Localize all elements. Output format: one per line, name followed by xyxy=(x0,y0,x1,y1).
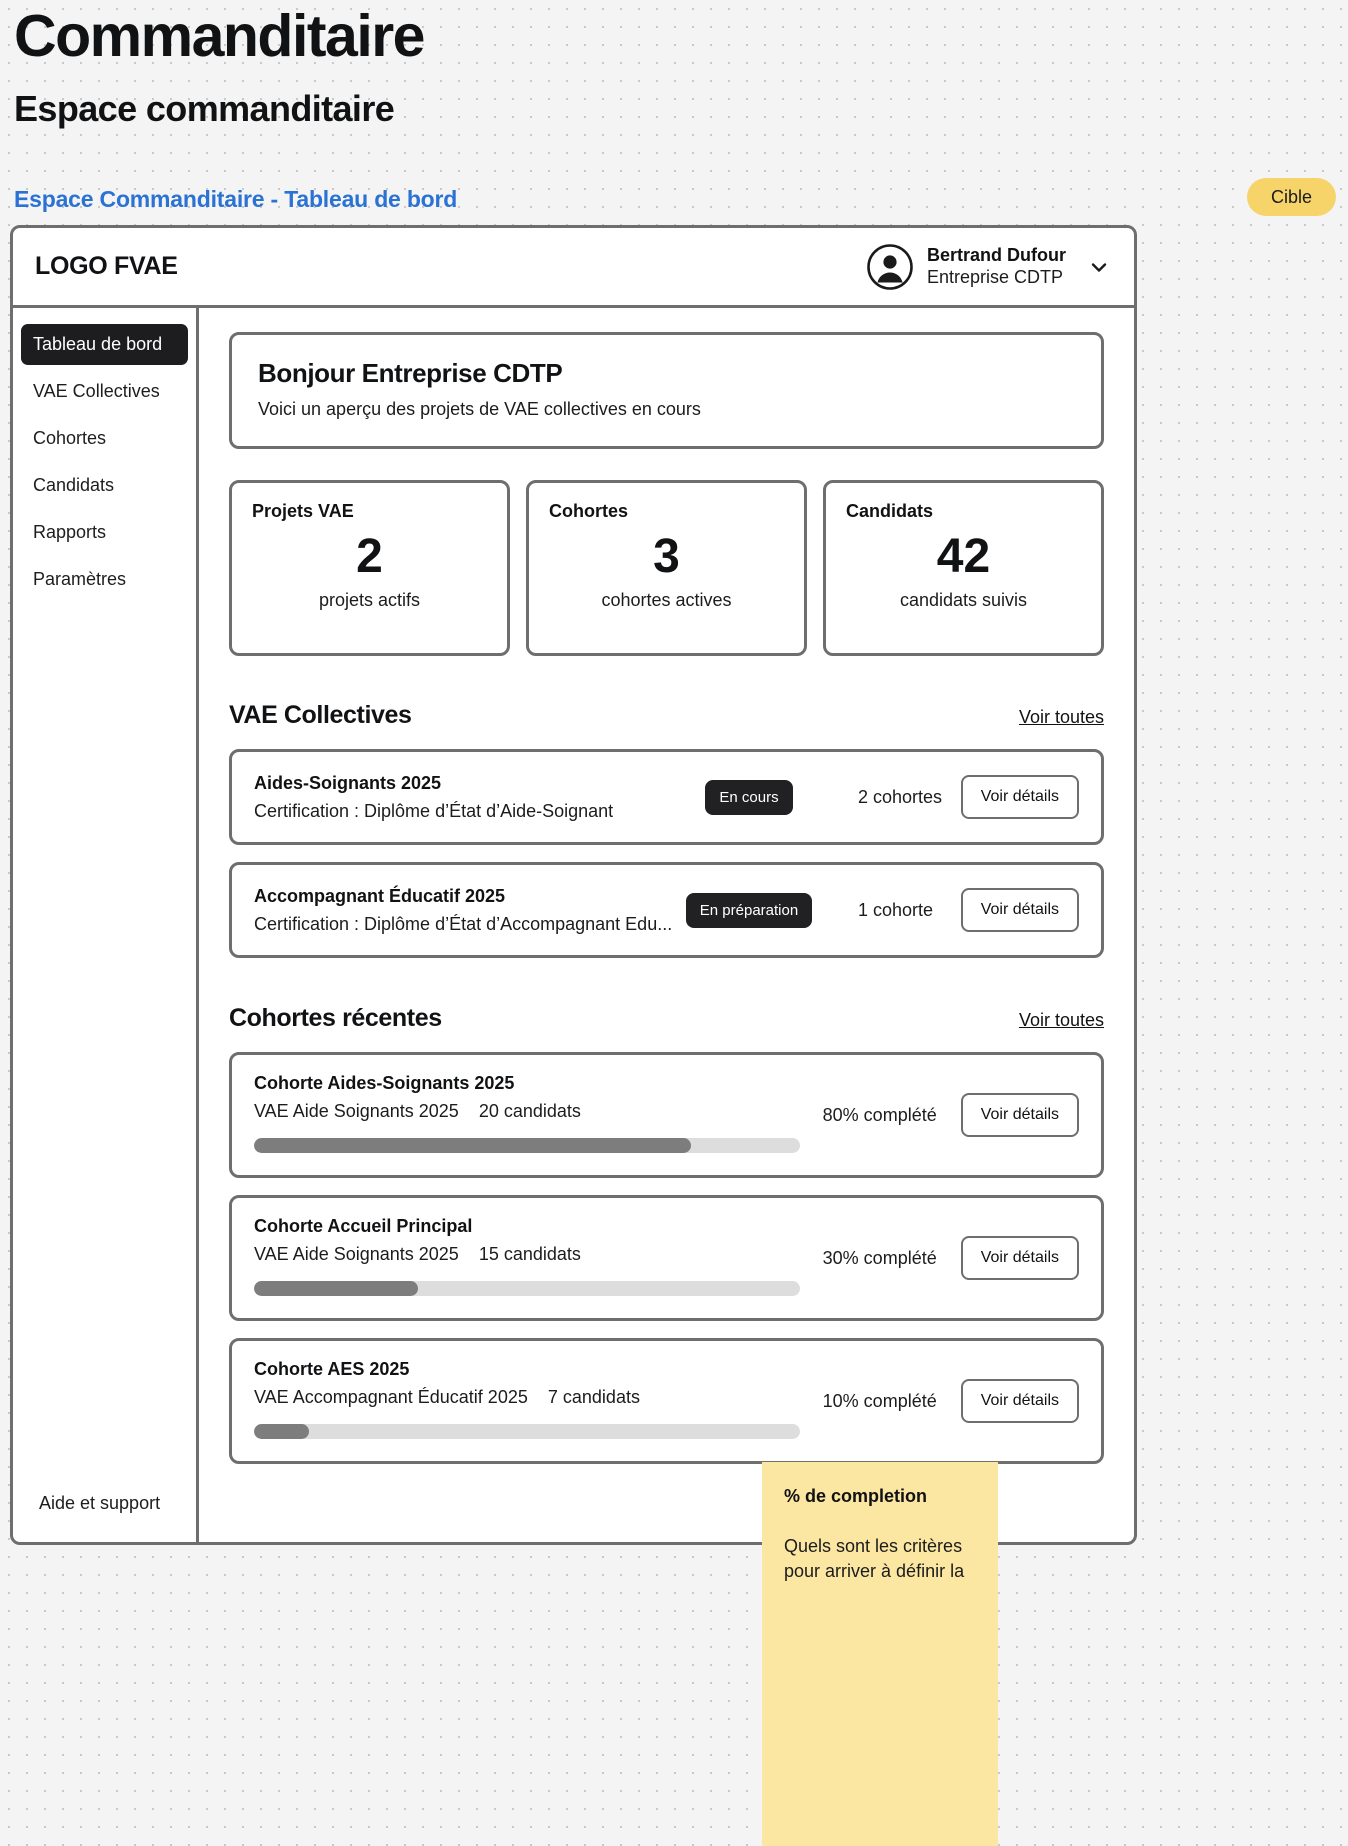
cohort-section-title: Cohortes récentes xyxy=(229,1004,442,1032)
sidebar-item-cohortes[interactable]: Cohortes xyxy=(33,428,107,448)
stat-label: Candidats xyxy=(846,501,934,521)
cohort-row-project: VAE Accompagnant Éducatif 2025 xyxy=(254,1387,528,1407)
cohort-row-percent: 80% complété xyxy=(822,1104,937,1125)
app-window xyxy=(10,225,1137,1545)
cohortes-recentes-section xyxy=(229,1004,1104,1464)
vae-section-header xyxy=(229,701,1104,730)
cohort-row-candidates: 7 candidats xyxy=(547,1387,640,1407)
welcome-card xyxy=(229,332,1104,449)
user-menu[interactable] xyxy=(867,244,1110,290)
cohort-row-actions xyxy=(823,1216,1079,1280)
vae-row-status-cell xyxy=(674,780,824,815)
status-badge: En cours xyxy=(705,780,792,815)
vae-see-all-link[interactable]: Voir toutes xyxy=(1018,707,1104,727)
cohort-row-actions xyxy=(823,1359,1079,1423)
cohort-row xyxy=(229,1195,1104,1321)
vae-collectives-section xyxy=(229,701,1104,958)
vae-row-certification: Certification : Diplôme d’État d’Aide-Soignant xyxy=(254,800,614,821)
cohort-row-title: Cohorte AES 2025 xyxy=(254,1359,410,1379)
stat-label: Cohortes xyxy=(549,501,629,521)
stats-row xyxy=(229,480,1104,656)
cohort-row-candidates: 20 candidats xyxy=(478,1101,581,1121)
vae-row-details-button[interactable]: Voir détails xyxy=(961,775,1079,819)
cohort-row-details-button[interactable]: Voir détails xyxy=(961,1093,1079,1137)
sidebar-item-candidats[interactable]: Candidats xyxy=(33,475,115,495)
vae-row xyxy=(229,749,1104,845)
welcome-title: Bonjour Entreprise CDTP xyxy=(258,358,563,388)
progress-bar xyxy=(254,1281,800,1296)
sidebar-item-tableau-de-bord[interactable]: Tableau de bord xyxy=(21,324,188,365)
app-body xyxy=(13,308,1134,1542)
cohort-row-percent: 10% complété xyxy=(822,1390,937,1411)
cohort-row xyxy=(229,1052,1104,1178)
cohort-row-candidates: 15 candidats xyxy=(478,1244,581,1264)
cohort-see-all-link[interactable]: Voir toutes xyxy=(1018,1010,1104,1030)
status-badge: En préparation xyxy=(686,893,812,928)
cohort-row-details-button[interactable]: Voir détails xyxy=(961,1379,1079,1423)
app-logo: LOGO FVAE xyxy=(35,252,178,280)
sticky-note xyxy=(762,1462,998,1846)
stat-card-cohortes xyxy=(526,480,807,656)
cohort-row-percent: 30% complété xyxy=(822,1247,937,1268)
vae-row-details-button[interactable]: Voir détails xyxy=(961,888,1079,932)
sidebar-item-parametres[interactable]: Paramètres xyxy=(33,569,127,589)
vae-row-status-cell xyxy=(674,893,824,928)
cohort-row-info xyxy=(254,1073,823,1153)
user-name: Bertrand Dufour xyxy=(927,244,1066,265)
vae-row-title: Aides-Soignants 2025 xyxy=(254,772,442,793)
cohort-row xyxy=(229,1338,1104,1464)
main-content xyxy=(199,308,1134,1542)
vae-row-cohort-count: 2 cohortes xyxy=(858,786,943,807)
stat-sub: cohortes actives xyxy=(601,590,732,611)
stat-card-candidats xyxy=(823,480,1104,656)
sidebar xyxy=(13,308,199,1542)
vae-row-info xyxy=(254,773,674,822)
user-org: Entreprise CDTP xyxy=(927,266,1064,287)
cohort-row-info xyxy=(254,1359,823,1439)
chevron-down-icon[interactable] xyxy=(1088,256,1110,278)
sidebar-item-rapports[interactable]: Rapports xyxy=(33,522,107,542)
cohort-row-info xyxy=(254,1216,823,1296)
progress-bar-fill xyxy=(254,1281,418,1296)
cohort-row-project: VAE Aide Soignants 2025 xyxy=(254,1101,459,1121)
progress-bar xyxy=(254,1424,800,1439)
progress-bar-fill xyxy=(254,1424,309,1439)
frame-title: Commanditaire xyxy=(14,3,424,69)
stat-value: 3 xyxy=(653,530,680,583)
vae-row-title: Accompagnant Éducatif 2025 xyxy=(254,885,506,906)
cohort-row-title: Cohorte Accueil Principal xyxy=(254,1216,473,1236)
sidebar-item-vae-collectives[interactable]: VAE Collectives xyxy=(33,381,160,401)
stat-sub: candidats suivis xyxy=(899,590,1028,611)
frame-subtitle: Espace commanditaire xyxy=(14,88,395,129)
cohort-row-project: VAE Aide Soignants 2025 xyxy=(254,1244,459,1264)
cohort-row-actions xyxy=(823,1073,1079,1137)
sticky-note-title: % de completion xyxy=(784,1486,928,1506)
vae-row-cohort-count: 1 cohorte xyxy=(858,899,934,920)
welcome-subtitle: Voici un aperçu des projets de VAE collectives en cours xyxy=(258,399,701,419)
stat-value: 2 xyxy=(356,530,383,583)
cohort-section-header xyxy=(229,1004,1104,1033)
vae-section-title: VAE Collectives xyxy=(229,701,412,729)
progress-bar-fill xyxy=(254,1138,691,1153)
breadcrumb: Espace Commanditaire - Tableau de bord xyxy=(14,186,458,212)
avatar-icon xyxy=(867,244,913,290)
vae-row-certification: Certification : Diplôme d’État d’Accompagnant Edu... xyxy=(254,913,673,934)
vae-row-info xyxy=(254,886,674,935)
stat-label: Projets VAE xyxy=(252,501,354,521)
cohort-row-meta xyxy=(254,1387,803,1408)
sidebar-nav-list xyxy=(21,324,188,600)
user-text xyxy=(927,245,1066,289)
app-header xyxy=(13,228,1134,308)
cohort-row-details-button[interactable]: Voir détails xyxy=(961,1236,1079,1280)
cohort-row-meta xyxy=(254,1244,803,1265)
vae-row xyxy=(229,862,1104,958)
stat-value: 42 xyxy=(936,530,991,583)
sticky-note-body: Quels sont les critères pour arriver à définir la xyxy=(784,1535,965,1582)
stat-card-projets-vae xyxy=(229,480,510,656)
stat-sub: projets actifs xyxy=(318,590,421,611)
progress-bar xyxy=(254,1138,800,1153)
cible-badge[interactable]: Cible xyxy=(1247,178,1336,216)
sidebar-help-support[interactable]: Aide et support xyxy=(39,1493,161,1513)
cohort-row-meta xyxy=(254,1101,803,1122)
cohort-row-title: Cohorte Aides-Soignants 2025 xyxy=(254,1073,515,1093)
